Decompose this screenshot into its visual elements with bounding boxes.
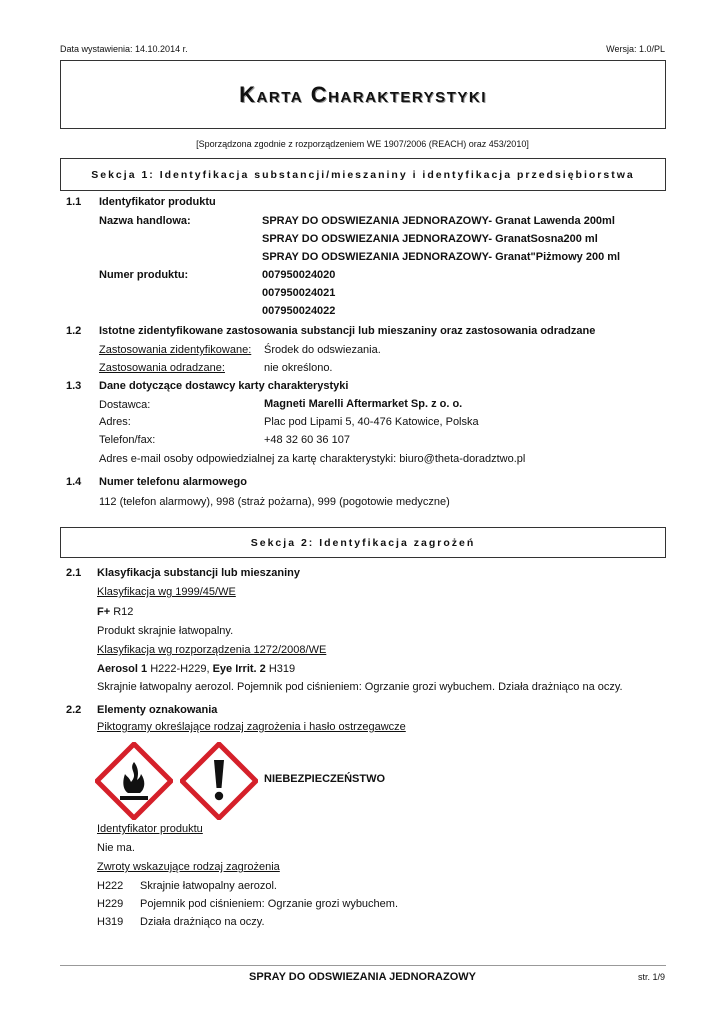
hazard-statements-label: Zwroty wskazujące rodzaj zagrożenia xyxy=(97,861,280,873)
product-number-label: Numer produktu: xyxy=(99,269,189,281)
class-new-desc: Skrajnie łatwopalny aerozol. Pojemnik pod ciśnieniem: Ogrzanie grozi wybuchem. Działa drażniąco na oczy. xyxy=(97,681,623,693)
title-box xyxy=(60,60,666,129)
exclamation-pictogram-icon xyxy=(180,742,258,820)
emergency-phones: 112 (telefon alarmowy), 998 (straż pożarna), 999 (pogotowie medyczne) xyxy=(99,496,450,508)
s13-number: 1.3 xyxy=(66,380,82,392)
page-title: Karta Charakterystyki xyxy=(239,81,487,107)
phone-value: +48 32 60 36 107 xyxy=(264,434,350,446)
s12-title: Istotne zidentyfikowane zastosowania substancji lub mieszaniny oraz zastosowania odradzane xyxy=(99,325,596,337)
product-number-3: 007950024022 xyxy=(262,305,336,317)
regulation-note: [Sporządzona zgodnie z rozporządzeniem WE 1907/2006 (REACH) oraz 453/2010] xyxy=(196,139,529,149)
page-number: str. 1/9 xyxy=(637,972,665,982)
hazard-code-1: H222 xyxy=(97,880,124,892)
class-old-label: Klasyfikacja wg 1999/45/WE xyxy=(97,586,236,598)
footer-product: SPRAY DO ODSWIEZANIA JEDNORAZOWY xyxy=(249,971,476,983)
s22-title: Elementy oznakowania xyxy=(97,704,218,716)
s14-number: 1.4 xyxy=(66,476,82,488)
email-line: Adres e-mail osoby odpowiedzialnej za kartę charakterystyki: biuro@theta-doradztwo.pl xyxy=(99,453,526,465)
phone-label: Telefon/fax: xyxy=(99,434,156,446)
address-label: Adres: xyxy=(99,416,131,428)
identified-uses-value: Środek do odswiezania. xyxy=(264,344,381,356)
hazard-text-2: Pojemnik pod ciśnieniem: Ogrzanie grozi wybuchem. xyxy=(140,898,399,910)
hazard-text-3: Działa drażniąco na oczy. xyxy=(140,916,265,928)
class-new-b-rest: H319 xyxy=(268,663,296,675)
product-number-2: 007950024021 xyxy=(262,287,336,299)
trade-name-3: SPRAY DO ODSWIEZANIA JEDNORAZOWY- Granat"Piżmowy 200 ml xyxy=(262,251,621,263)
product-id-label: Identyfikator produktu xyxy=(97,823,203,835)
trade-name-label: Nazwa handlowa: xyxy=(99,215,191,227)
s21-title: Klasyfikacja substancji lub mieszaniny xyxy=(97,567,300,579)
section-2-heading-text: Sekcja 2: Identyfikacja zagrożeń xyxy=(250,536,476,549)
footer-rule xyxy=(60,965,666,966)
hazard-code-3: H319 xyxy=(97,916,124,928)
flame-pictogram-icon xyxy=(95,742,173,820)
advised-against-value: nie określono. xyxy=(264,362,333,374)
version-label: Wersja: 1.0/PL xyxy=(606,44,665,54)
section-1-heading-text: Sekcja 1: Identyfikacja substancji/mieszaniny i identyfikacja przedsiębiorstwa xyxy=(91,168,635,181)
class-new-a-rest: H222-H229, xyxy=(150,663,210,675)
s22-number: 2.2 xyxy=(66,704,82,716)
hazard-code-2: H229 xyxy=(97,898,124,910)
s11-number: 1.1 xyxy=(66,196,82,208)
class-old-code-rest: R12 xyxy=(113,606,134,618)
section-1-heading xyxy=(60,158,666,191)
section-2-heading xyxy=(60,527,666,558)
pictograms-label: Piktogramy określające rodzaj zagrożenia i hasło ostrzegawcze xyxy=(97,721,406,733)
supplier-label: Dostawca: xyxy=(99,399,151,411)
product-number-1: 007950024020 xyxy=(262,269,336,281)
class-new-a-bold: Aerosol 1 xyxy=(97,663,148,675)
signal-word: NIEBEZPIECZEŃSTWO xyxy=(264,773,386,785)
issue-date: Data wystawienia: 14.10.2014 r. xyxy=(60,44,188,54)
trade-name-2: SPRAY DO ODSWIEZANIA JEDNORAZOWY- GranatSosna200 ml xyxy=(262,233,598,245)
product-id-value: Nie ma. xyxy=(97,842,135,854)
advised-against-label: Zastosowania odradzane: xyxy=(99,362,225,374)
class-old-desc: Produkt skrajnie łatwopalny. xyxy=(97,625,234,637)
class-old-code-bold: F+ xyxy=(97,606,111,618)
supplier-value: Magneti Marelli Aftermarket Sp. z o. o. xyxy=(264,398,463,410)
s13-title: Dane dotyczące dostawcy karty charakterystyki xyxy=(99,380,349,392)
s11-title: Identyfikator produktu xyxy=(99,196,216,208)
class-old-code xyxy=(97,606,133,618)
class-new-codes xyxy=(97,663,295,675)
address-value: Plac pod Lipami 5, 40-476 Katowice, Polska xyxy=(264,416,479,428)
class-new-label: Klasyfikacja wg rozporządzenia 1272/2008/WE xyxy=(97,644,327,656)
s21-number: 2.1 xyxy=(66,567,82,579)
s12-number: 1.2 xyxy=(66,325,82,337)
class-new-b-bold: Eye Irrit. 2 xyxy=(212,663,266,675)
hazard-text-1: Skrajnie łatwopalny aerozol. xyxy=(140,880,277,892)
trade-name-1: SPRAY DO ODSWIEZANIA JEDNORAZOWY- Granat Lawenda 200ml xyxy=(262,215,615,227)
s14-title: Numer telefonu alarmowego xyxy=(99,476,247,488)
identified-uses-label: Zastosowania zidentyfikowane: xyxy=(99,344,252,356)
